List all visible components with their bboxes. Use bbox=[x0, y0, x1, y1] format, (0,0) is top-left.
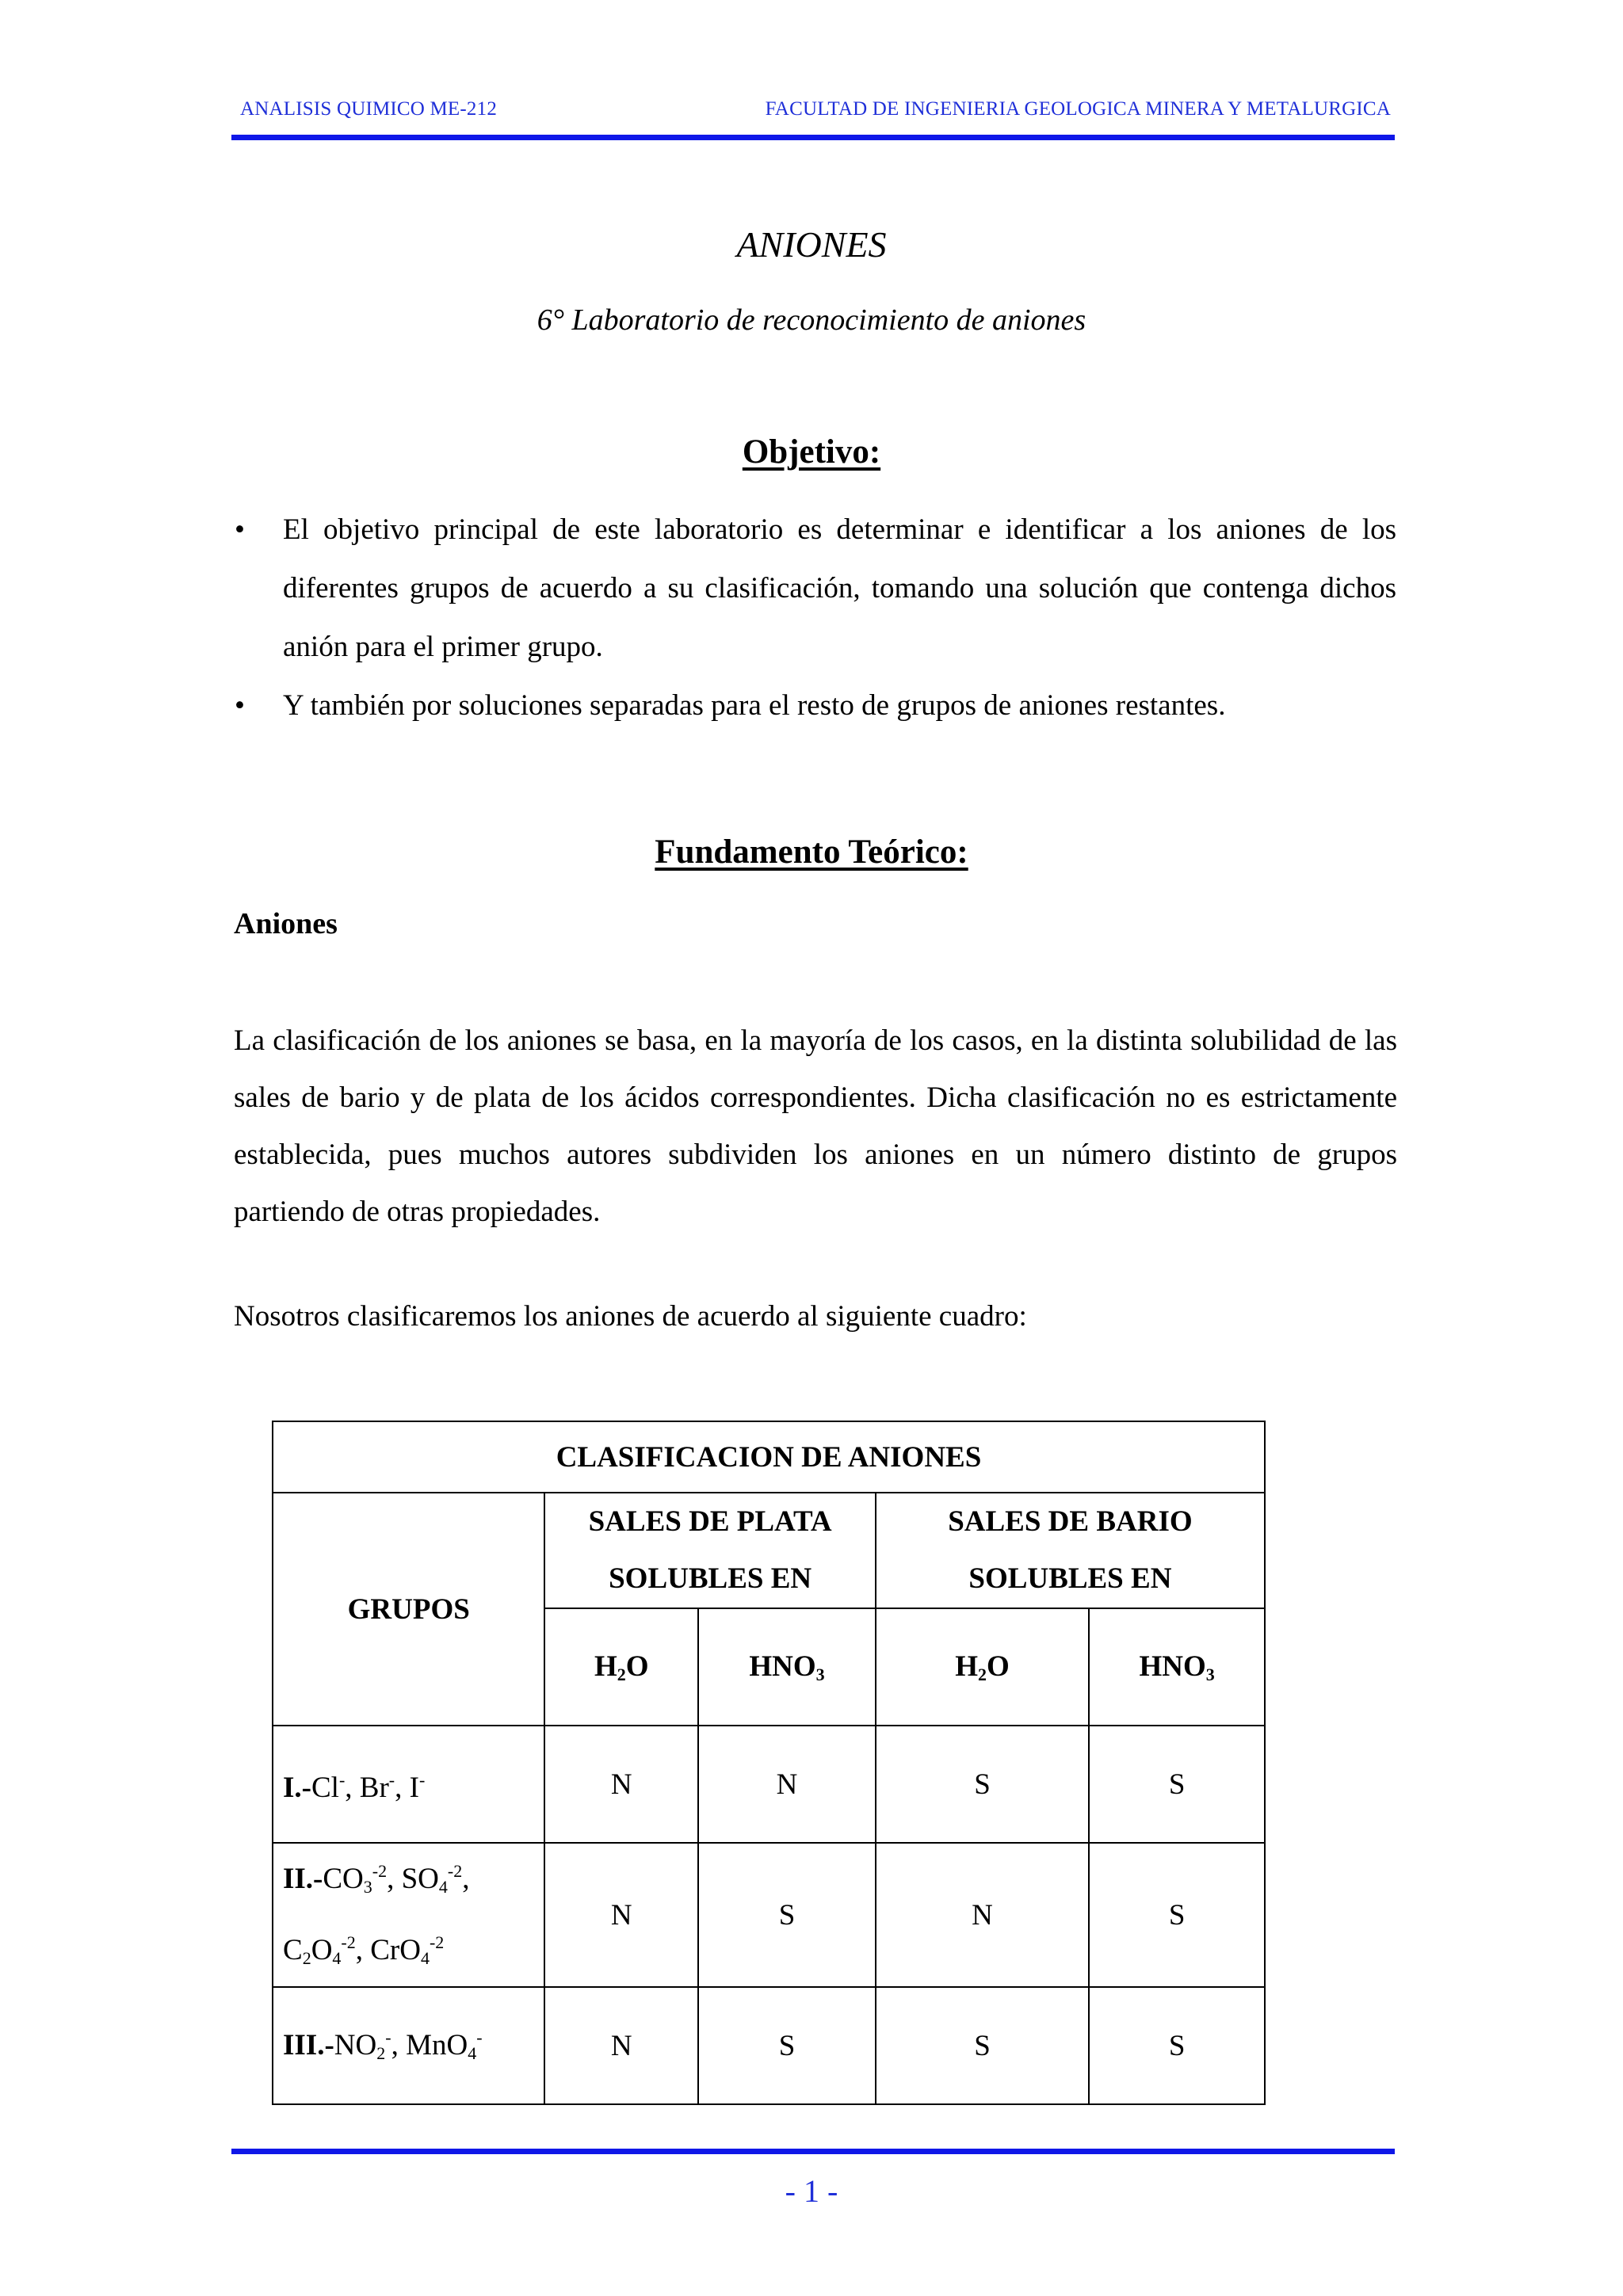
subheader-hno3-plata: $HNO_3$ bbox=[698, 1608, 876, 1726]
page-subtitle: 6° Laboratorio de reconocimiento de aniones bbox=[537, 303, 1086, 337]
anion-classification-table bbox=[272, 1421, 1266, 2105]
list-item bbox=[231, 677, 1396, 735]
table-cell: S bbox=[698, 1843, 876, 1987]
header-line: SALES DE BARIO bbox=[948, 1505, 1193, 1538]
group-label: I.-Cl-, Br-, I- bbox=[273, 1726, 544, 1843]
header-line: SALES DE PLATA bbox=[588, 1505, 832, 1538]
subheader-h2o-bario: $H_2O$ bbox=[876, 1608, 1089, 1726]
table-cell: S bbox=[1089, 1726, 1265, 1843]
header-faculty: FACULTAD DE INGENIERIA GEOLOGICA MINERA Y METALURGICA bbox=[765, 98, 1391, 120]
list-item-text: Y también por soluciones separadas para el resto de grupos de aniones restantes. bbox=[283, 689, 1226, 722]
list-item bbox=[231, 501, 1396, 677]
subheader-h2o-plata: $H_2O$ bbox=[544, 1608, 698, 1726]
header-course: ANALISIS QUIMICO ME-212 bbox=[240, 98, 498, 120]
bullet-icon: • bbox=[235, 689, 245, 722]
table-cell: S bbox=[876, 1987, 1089, 2104]
list-item-text: El objetivo principal de este laboratorio es determinar e identificar a los aniones de los diferentes grupos de acuerdo a su clasificación, tomando una solución que contenga dichos anión para el primer grupo. bbox=[283, 513, 1396, 663]
page-number: - 1 - bbox=[785, 2173, 838, 2209]
header-rule bbox=[231, 135, 1395, 140]
group-label: $II.-CO_3^{-2}$, $SO_4^{-2}$, $C_2O_4^{-2}$, CrO$_4^{-2}$ bbox=[273, 1843, 544, 1987]
bullet-icon: • bbox=[235, 513, 245, 546]
table-cell: N bbox=[544, 1987, 698, 2104]
table-cell: S bbox=[1089, 1843, 1265, 1987]
table-cell: N bbox=[544, 1726, 698, 1843]
table-row bbox=[273, 1726, 1265, 1843]
header-line: SOLUBLES EN bbox=[968, 1562, 1172, 1595]
fundamento-heading: Fundamento Teórico: bbox=[655, 833, 968, 871]
table-row bbox=[273, 1987, 1265, 2104]
body-paragraph-intro: Nosotros clasificaremos los aniones de acuerdo al siguiente cuadro: bbox=[234, 1300, 1027, 1333]
table-cell: S bbox=[1089, 1987, 1265, 2104]
table-cell: S bbox=[698, 1987, 876, 2104]
column-header-grupos: GRUPOS bbox=[273, 1493, 544, 1726]
body-paragraph: La clasificación de los aniones se basa, en la mayoría de los casos, en la distinta solubilidad de las sales de bario y de plata de los ácidos correspondientes. Dicha clasificación no es estrictamente establecida, pues muchos autores subdividen los aniones en un número distinto de grupos partiendo de otras propiedades. bbox=[234, 1024, 1397, 1228]
table-cell: N bbox=[876, 1843, 1089, 1987]
section-title: Aniones bbox=[234, 907, 338, 940]
group-label: $III.-NO_2^-$, MnO$_4$- bbox=[273, 1987, 544, 2104]
table-title: CLASIFICACION DE ANIONES bbox=[273, 1421, 1265, 1493]
table-cell: N bbox=[544, 1843, 698, 1987]
table-row bbox=[273, 1843, 1265, 1987]
subheader-hno3-bario: $HNO_3$ bbox=[1089, 1608, 1265, 1726]
objetivo-list bbox=[231, 501, 1396, 735]
header-line: SOLUBLES EN bbox=[609, 1562, 812, 1595]
column-header-plata bbox=[544, 1493, 875, 1608]
page-title: ANIONES bbox=[736, 224, 887, 265]
column-header-bario bbox=[876, 1493, 1265, 1608]
objetivo-heading: Objetivo: bbox=[742, 433, 881, 471]
table-cell: S bbox=[876, 1726, 1089, 1843]
footer-rule bbox=[231, 2149, 1395, 2154]
table-cell: N bbox=[698, 1726, 876, 1843]
